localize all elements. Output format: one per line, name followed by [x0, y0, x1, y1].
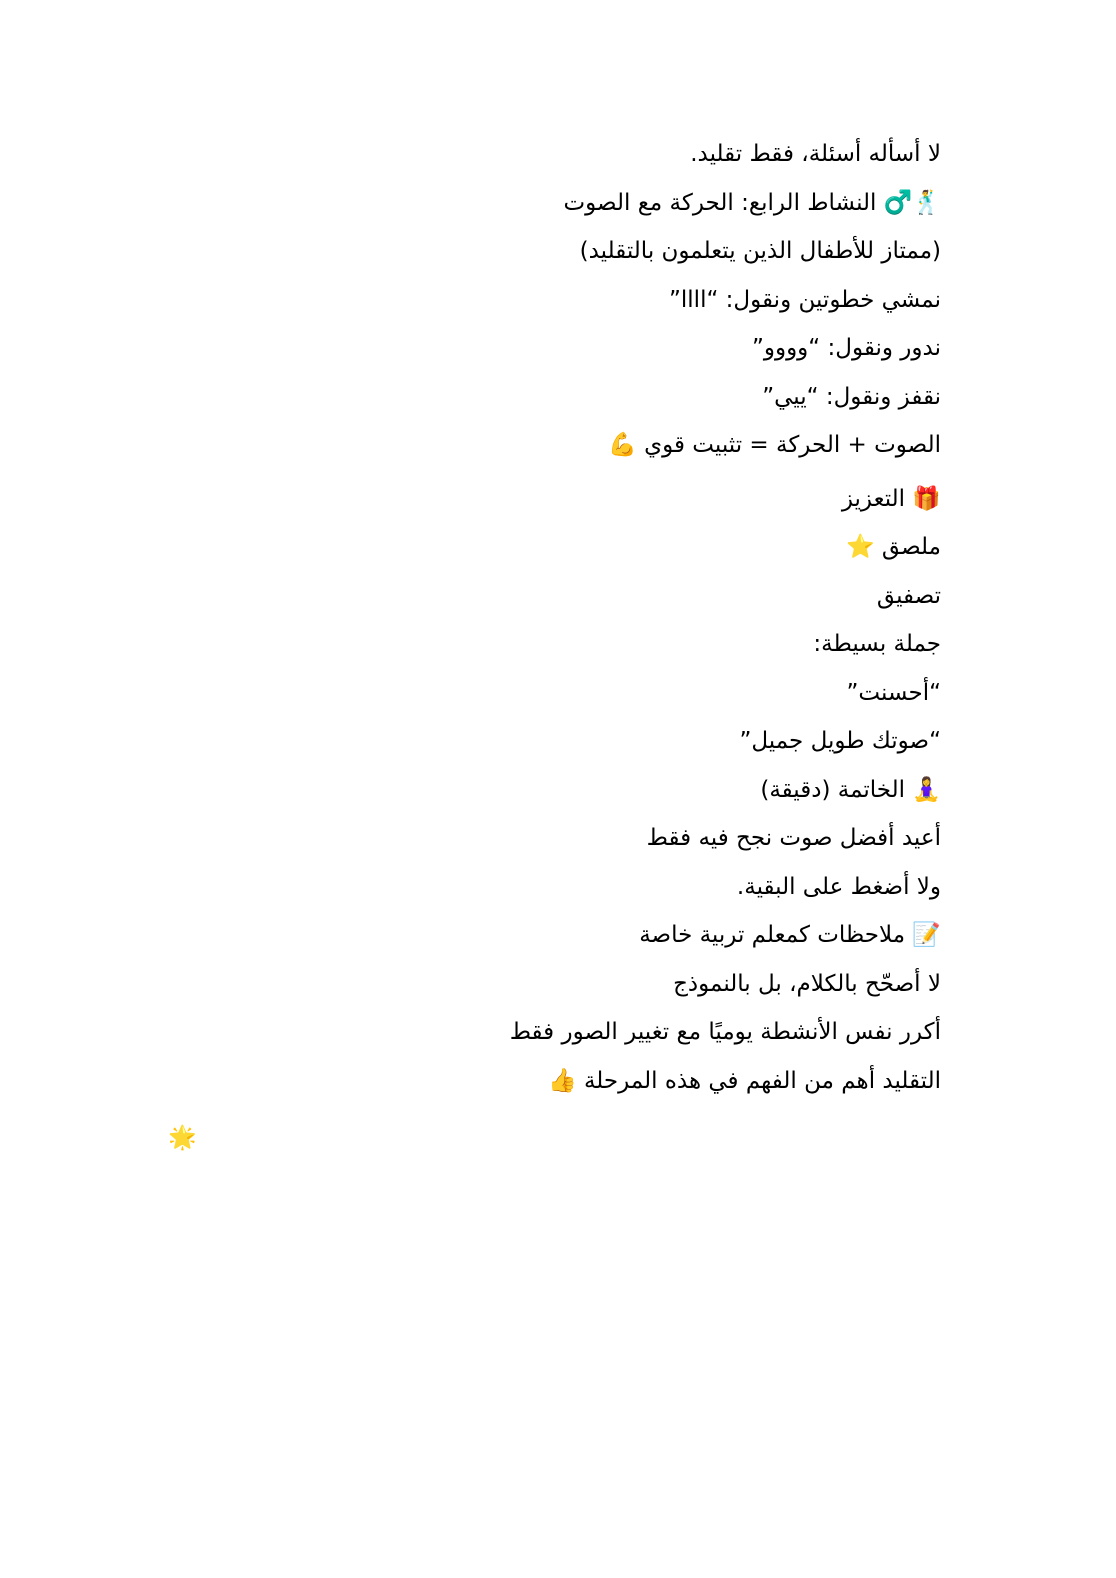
- paragraph-line: نقفز ونقول: “ييي”: [762, 383, 941, 410]
- paragraph-line: ملصق ⭐: [845, 534, 941, 560]
- paragraph-line: أعيد أفضل صوت نجح فيه فقط: [646, 825, 941, 851]
- closing-heading: 🧘‍♀ الخاتمة (دقيقة): [760, 776, 941, 803]
- document-body: [241, 130, 941, 1105]
- paragraph-line: نمشي خطوتين ونقول: “اااا”: [668, 286, 941, 313]
- paragraph-line: التقليد أهم من الفهم في هذه المرحلة 👍: [548, 1067, 941, 1094]
- paragraph-line: جملة بسيطة:: [813, 631, 941, 657]
- reinforcement-heading: 🎁 التعزيز: [841, 485, 941, 512]
- paragraph-line: ولا أضغط على البقية.: [736, 873, 941, 900]
- paragraph-line: الصوت + الحركة = تثبيت قوي 💪: [608, 432, 941, 458]
- paragraph-line: لا أصحّح بالكلام، بل بالنموذج: [673, 970, 941, 997]
- paragraph-line: (ممتاز للأطفال الذين يتعلمون بالتقليد): [579, 238, 941, 264]
- activity-heading: 🕺‍♂ النشاط الرابع: الحركة مع الصوت: [563, 189, 941, 216]
- paragraph-line: لا أسأله أسئلة، فقط تقليد.: [690, 141, 941, 167]
- paragraph-line: تصفيق: [876, 582, 941, 609]
- paragraph-line: “أحسنت”: [846, 679, 941, 706]
- notes-heading: 📝 ملاحظات كمعلم تربية خاصة: [639, 922, 941, 948]
- paragraph-line: “صوتك طويل جميل”: [739, 728, 941, 754]
- trailing-emoji-glyph: 🌟: [168, 1125, 197, 1151]
- paragraph-line: ندور ونقول: “وووو”: [751, 335, 941, 361]
- paragraph-line: أكرر نفس الأنشطة يوميًا مع تغيير الصور فقط: [509, 1019, 941, 1045]
